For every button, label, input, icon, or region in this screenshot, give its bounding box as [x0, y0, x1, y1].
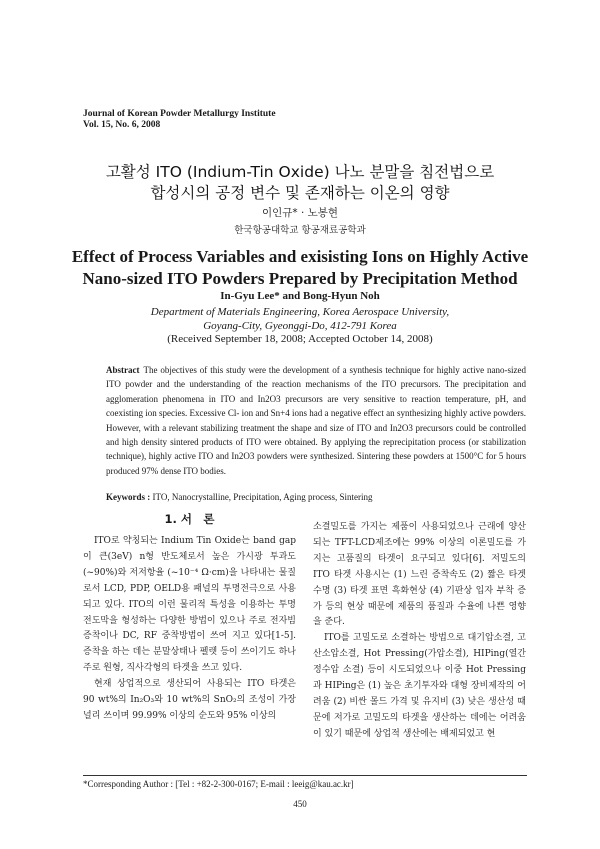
affiliation-line1: Department of Materials Engineering, Korea Aerospace University,: [150, 306, 450, 318]
page-number: 450: [293, 799, 307, 809]
left-column: [83, 534, 296, 725]
affiliation-line2: Goyang-City, Gyeonggi-Do, 412-791 Korea: [203, 320, 397, 332]
english-title-line2: Nano-sized ITO Powders Prepared by Precipitation Method: [82, 269, 518, 288]
received-dates: (Received September 18, 2008; Accepted October 14, 2008): [167, 333, 433, 345]
footnote-divider: [83, 775, 527, 776]
korean-title-line1: 고활성 ITO (Indium-Tin Oxide) 나노 분말을 침전법으로: [105, 163, 495, 181]
korean-authors: 이인규* · 노봉현: [261, 207, 339, 219]
paragraph: ITO를 고밀도로 소결하는 방법으로 대기압소결, 고산소압소결, Hot Pressing(가압소결), HIPing(열간정수압 소결) 등이 시도되었으나 이중 Hot Pressing과 HIPing은 (1) 높은 초기투자와 대형 장비제작의 어려움 (2) 비싼 몰드 가격 및 유지비 (3) 낮은 생산성 때문에 저가로 고밀도의 타겟을 생산하는 데에는 어려움이 있기 때문에 상업적 생산에는 배제되었고 현: [313, 633, 526, 739]
abstract-text: The objectives of this study were the development of a synthesis technique for highly active nano-sized ITO powder and the understanding of the reaction mechanisms of the ITO precursors. The precipitation and agglomeration phenomena in ITO and In2O3 precursors are very sensitive to reaction temperature, pH, and coexisting ion species. Excessive Cl- ion and Sn+4 ions had a negative effect an synthesizing highly active powders. However, with a relevant stabilizing treatment the shape and size of ITO and In2O3 precursors could be controlled and high density sintered products of ITO were obtained. By applying the reprecipitation process (or stabilization technique), highly active ITO and In2O3 powders were synthesized. Sintering these powders at 1500°C for 5 hours produced 97% dense ITO bodies.: [106, 365, 526, 476]
paragraph: 소결밀도를 가지는 제품이 사용되었으나 근래에 양산되는 TFT-LCD제조에는 99% 이상의 이론밀도를 가지는 고품질의 타겟이 요구되고 있다[6]. 저밀도의 ITO 타겟 사용시는 (1) 느린 증착속도 (2) 짧은 타겟 수명 (3) 타겟 표면 흑화현상 (4) 기판상 입자 부착 증가 등의 현상 때문에 제품의 품질과 수율에 나쁜 영향을 준다.: [313, 522, 526, 628]
journal-name: Journal of Korean Powder Metallurgy Institute: [83, 109, 276, 119]
keywords-text: ITO, Nanocrystalline, Precipitation, Aging process, Sintering: [152, 492, 373, 502]
abstract: [106, 363, 526, 478]
english-title: [0, 246, 600, 290]
corresponding-author-footnote: *Corresponding Author : [Tel : +82-2-300-0167; E-mail : leeig@kau.ac.kr]: [83, 779, 354, 789]
abstract-label: Abstract: [106, 365, 140, 375]
korean-title-line2: 합성시의 공정 변수 및 존재하는 이온의 영향: [150, 184, 450, 202]
journal-header: [83, 109, 276, 131]
journal-volume: Vol. 15, No. 6, 2008: [83, 120, 161, 130]
korean-title: [0, 162, 600, 204]
english-affiliation: [0, 305, 600, 333]
keywords: [106, 492, 526, 502]
keywords-label: Keywords :: [106, 492, 151, 502]
korean-affiliation: 한국항공대학교 항공재료공학과: [234, 225, 366, 236]
paragraph: 현재 상업적으로 생산되어 사용되는 ITO 타겟은 90 wt%의 In₂O₃와 10 wt%의 SnO₂의 조성이 가장 널리 쓰이며 99.99% 이상의 순도와 95% 이상의: [83, 679, 296, 721]
section-heading: 1. 서 론: [164, 512, 215, 526]
paragraph: ITO로 약칭되는 Indium Tin Oxide는 band gap 이 큰(3eV) n형 반도체로서 높은 가시광 투과도 (~90%)와 저저항율 (~10⁻⁴ Ω·cm)을 나타내는 물질로서 LCD, PDP, OELD용 패널의 투명전극으로 사용되고 있다. ITO의 이런 물리적 특성을 이용하는 투명전도막을 형성하는 다양한 방법이 있으나 주로 전자빔 증착이나 DC, RF 중착방법이 쓰여 지고 있다[1-5]. 증착을 하는 데는 분말상태나 펠렛 등이 쓰이기도 하나 주로 원형, 직사각형의 타겟을 쓰고 있다.: [83, 536, 296, 674]
right-column: [313, 520, 526, 743]
english-title-line1: Effect of Process Variables and exisisting Ions on Highly Active: [71, 247, 529, 266]
english-authors: In-Gyu Lee* and Bong-Hyun Noh: [220, 290, 380, 302]
